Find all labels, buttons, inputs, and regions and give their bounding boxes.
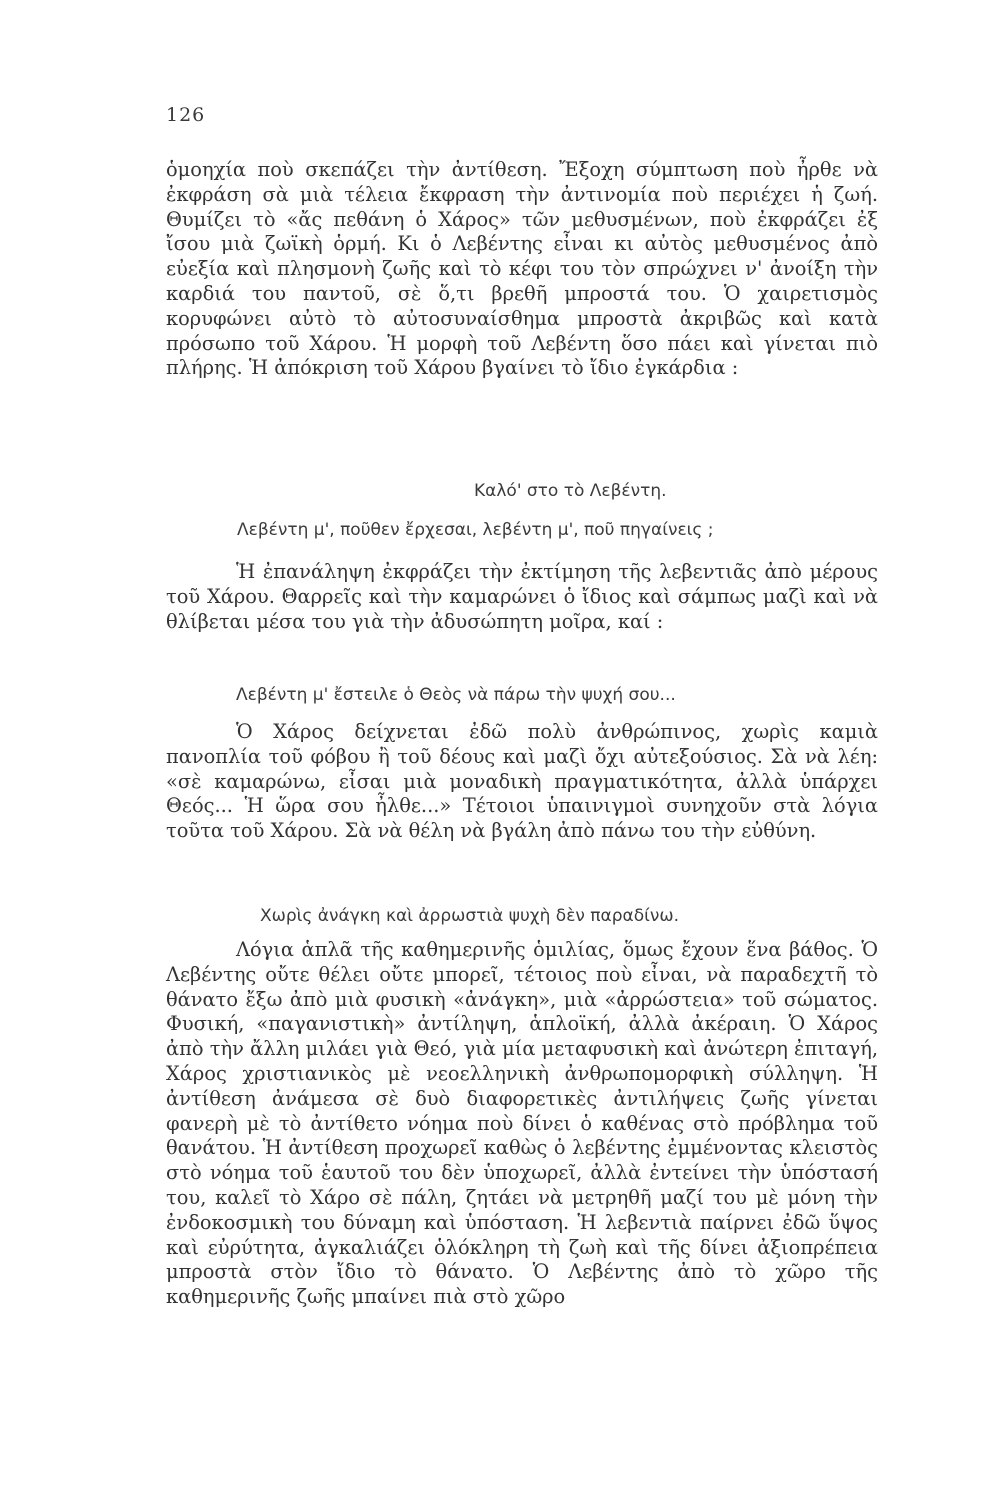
paragraph-4: Λόγια ἁπλᾶ τῆς καθημερινῆς ὁμιλίας, ὅμως ἔχουν ἕνα βάθος. Ὁ Λεβέντης οὔτε θέλει οὔτε μπορεῖ, τέτοιος ποὺ εἶναι, νὰ παραδεχτῆ τὸ θάνατο ἔξω ἀπὸ μιὰ φυσικὴ «ἀνάγκη», μιὰ «ἀρρώστεια» τοῦ σώματος. Φυσική, «παγανιστικὴ» ἀντίληψη, ἁπλοϊκή, ἀλλὰ ἀκέραιη. Ὁ Χάρος ἀπὸ τὴν ἄλλη μιλάει γιὰ Θεό, γιὰ μία μεταφυσικὴ καὶ ἀνώτερη ἐπιταγή, Χάρος χριστιανικὸς μὲ νεοελληνικὴ ἀνθρωπομορφικὴ σύλληψη. Ἡ ἀντίθεση ἀνάμεσα σὲ δυὸ διαφορετικὲς ἀντιλήψεις ζωῆς γίνεται φανερὴ μὲ τὸ ἀντίθετο νόημα ποὺ δίνει ὁ καθένας στὸ πρόβλημα τοῦ θανάτου. Ἡ ἀντίθεση προχωρεῖ καθὼς ὁ λεβέντης ἐμμένοντας κλειστὸς στὸ νόημα τοῦ ἑαυτοῦ του δὲν ὑποχωρεῖ, ἀλλὰ ἐντείνει τὴν ὑπόστασή του, καλεῖ τὸ Χάρο σὲ πάλη, ζητάει νὰ μετρηθῆ μαζί του μὲ μόνη τὴν ἐνδοκοσμικὴ του δύναμη καὶ ὑπόσταση. Ἡ λεβεντιὰ παίρνει ἐδῶ ὕψος καὶ εὐρύτητα, ἀγκαλιάζει ὁλόκληρη τὴ ζωὴ καὶ τῆς δίνει ἀξιοπρέπεια μπροστὰ στὸν ἴδιο τὸ θάνατο. Ὁ Λεβέντης ἀπὸ τὸ χῶρο τῆς καθημερινῆς ζωῆς μπαίνει πιὰ στὸ χῶρο bbox=[166, 938, 878, 1309]
verse-1: Καλό' στο τὸ Λεβέντη. bbox=[474, 481, 667, 501]
paragraph-2: Ἡ ἐπανάληψη ἐκφράζει τὴν ἐκτίμηση τῆς λεβεντιᾶς ἀπὸ μέρους τοῦ Χάρου. Θαρρεῖς καὶ τὴν καμαρώνει ὁ ἴδιος καὶ σάμπως μαζὶ καὶ νὰ θλίβεται μέσα του γιὰ τὴν ἀδυσώπητη μοῖρα, καί : bbox=[166, 560, 878, 633]
verse-4: Χωρὶς ἀνάγκη καὶ ἀρρωστιὰ ψυχὴ δὲν παραδίνω. bbox=[260, 906, 680, 926]
verse-3: Λεβέντη μ' ἔστειλε ὁ Θεὸς νὰ πάρω τὴν ψυχή σου... bbox=[236, 685, 676, 705]
verse-2: Λεβέντη μ', ποῦθεν ἔρχεσαι, λεβέντη μ', ποῦ πηγαίνεις ; bbox=[237, 520, 714, 540]
paragraph-1: ὁμοηχία ποὺ σκεπάζει τὴν ἀντίθεση. Ἔξοχη σύμπτωση ποὺ ἦρθε νὰ ἐκφράση σὰ μιὰ τέλεια ἔκφραση τὴν ἀντινομία ποὺ περιέχει ἡ ζωή. Θυμίζει τὸ «ἄς πεθάνη ὁ Χάρος» τῶν μεθυσμένων, ποὺ ἐκφράζει ἐξ ἴσου μιὰ ζωϊκὴ ὁρμή. Κι ὁ Λεβέντης εἶναι κι αὐτὸς μεθυσμένος ἀπὸ εὐεξία καὶ πλησμονὴ ζωῆς καὶ τὸ κέφι του τὸν σπρώχνει ν' ἀνοίξη τὴν καρδιά του παντοῦ, σὲ ὅ,τι βρεθῆ μπροστά του. Ὁ χαιρετισμὸς κορυφώνει αὐτὸ τὸ αὐτοσυναίσθημα μπροστὰ ἀκριβῶς καὶ κατὰ πρόσωπο τοῦ Χάρου. Ἡ μορφὴ τοῦ Λεβέντη ὅσο πάει καὶ γίνεται πιὸ πλήρης. Ἡ ἀπόκριση τοῦ Χάρου βγαίνει τὸ ἴδιο ἐγκάρδια : bbox=[166, 158, 878, 380]
paragraph-3: Ὁ Χάρος δείχνεται ἐδῶ πολὺ ἀνθρώπινος, χωρὶς καμιὰ πανοπλία τοῦ φόβου ἢ τοῦ δέους καὶ μαζὶ ὄχι αὐτεξούσιος. Σὰ νὰ λέη: «σὲ καμαρώνω, εἶσαι μιὰ μοναδικὴ πραγματικότητα, ἀλλὰ ὑπάρχει Θεός... Ἡ ὥρα σου ἦλθε...» Τέτοιοι ὑπαινιγμοὶ συνηχοῦν στὰ λόγια τοῦτα τοῦ Χάρου. Σὰ νὰ θέλη νὰ βγάλη ἀπὸ πάνω του τὴν εὐθύνη. bbox=[166, 720, 878, 843]
page-number: 126 bbox=[166, 104, 206, 126]
